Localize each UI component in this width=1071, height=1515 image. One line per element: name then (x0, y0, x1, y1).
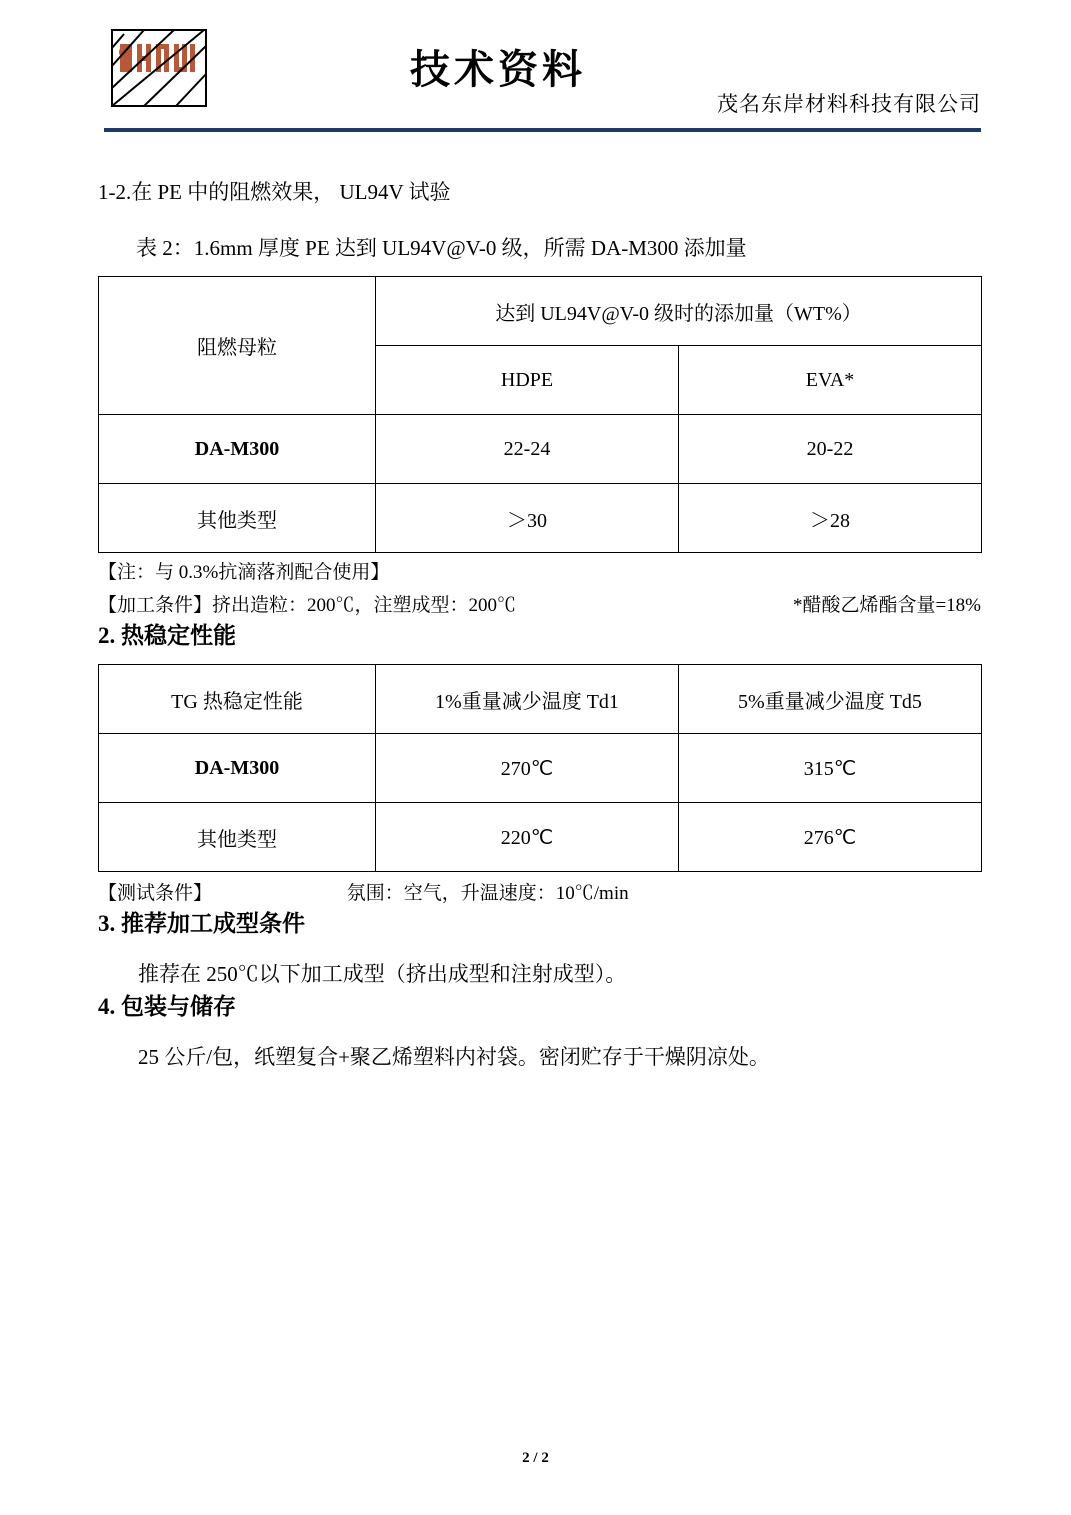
cell-row2-eva: ＞28 (679, 484, 982, 553)
section3-heading: 3. 推荐加工成型条件 (98, 911, 305, 936)
cell-tg-header: TG 热稳定性能 (99, 665, 376, 734)
cell-tg-row2-td1: 220℃ (376, 803, 679, 872)
page-title: 技术资料 (410, 47, 586, 92)
cell-tg-row1-name: DA-M300 (99, 734, 376, 803)
cell-row1-eva: 20-22 (679, 415, 982, 484)
test-conditions-value: 氛围：空气，升温速度：10℃/min (346, 883, 629, 904)
cell-tg-row1-td1: 270℃ (376, 734, 679, 803)
document-header (90, 0, 981, 130)
section1-heading: 1-2.在 PE 中的阻燃效果， UL94V 试验 (98, 180, 451, 204)
cell-subheader-hdpe: HDPE (376, 346, 679, 415)
cell-row1-hdpe: 22-24 (376, 415, 679, 484)
section2-heading: 2. 热稳定性能 (98, 623, 236, 648)
section4-heading: 4. 包装与储存 (98, 994, 236, 1019)
processing-conditions-text: 【加工条件】挤出造粒：200℃，注塑成型：200℃ (98, 595, 517, 616)
table-row (99, 665, 982, 734)
table2-note-1: 【注：与 0.3%抗滴落剂配合使用】 (98, 562, 390, 583)
cell-tg-row1-td5: 315℃ (679, 734, 982, 803)
cell-tg-row2-name: 其他类型 (99, 803, 376, 872)
table-ul94v (98, 276, 982, 553)
cell-row2-name: 其他类型 (99, 484, 376, 553)
cell-tg-row2-td5: 276℃ (679, 803, 982, 872)
page-number: 2 / 2 (522, 1450, 549, 1466)
cell-row1-name: DA-M300 (99, 415, 376, 484)
section3-paragraph: 推荐在 250℃以下加工成型（挤出成型和注射成型）。 (138, 962, 627, 986)
test-conditions-note (98, 878, 981, 905)
company-logo-icon (104, 26, 214, 110)
table-row (99, 484, 982, 553)
table-row (99, 803, 982, 872)
cell-subheader-eva: EVA* (679, 346, 982, 415)
eva-footnote-text: *醋酸乙烯酯含量=18% (792, 595, 981, 616)
table-row (99, 734, 982, 803)
table2-caption: 表 2：1.6mm 厚度 PE 达到 UL94V@V-0 级，所需 DA-M300 添加量 (136, 236, 747, 260)
cell-group-header: 达到 UL94V@V-0 级时的添加量（WT%） (376, 277, 982, 346)
cell-col1-header: 阻燃母粒 (99, 277, 376, 415)
cell-row2-hdpe: ＞30 (376, 484, 679, 553)
section4-paragraph: 25 公斤/包，纸塑复合+聚乙烯塑料内衬袋。密闭贮存于干燥阴凉处。 (138, 1045, 770, 1069)
cell-td5-header: 5%重量减少温度 Td5 (679, 665, 982, 734)
company-name: 茂名东岸材料科技有限公司 (717, 92, 981, 116)
table-thermal-stability (98, 664, 982, 872)
cell-td1-header: 1%重量减少温度 Td1 (376, 665, 679, 734)
table-row (99, 415, 982, 484)
test-conditions-label: 【测试条件】 (98, 883, 213, 904)
header-divider (104, 128, 981, 132)
table2-note-2 (98, 590, 981, 617)
table-row (99, 277, 982, 346)
